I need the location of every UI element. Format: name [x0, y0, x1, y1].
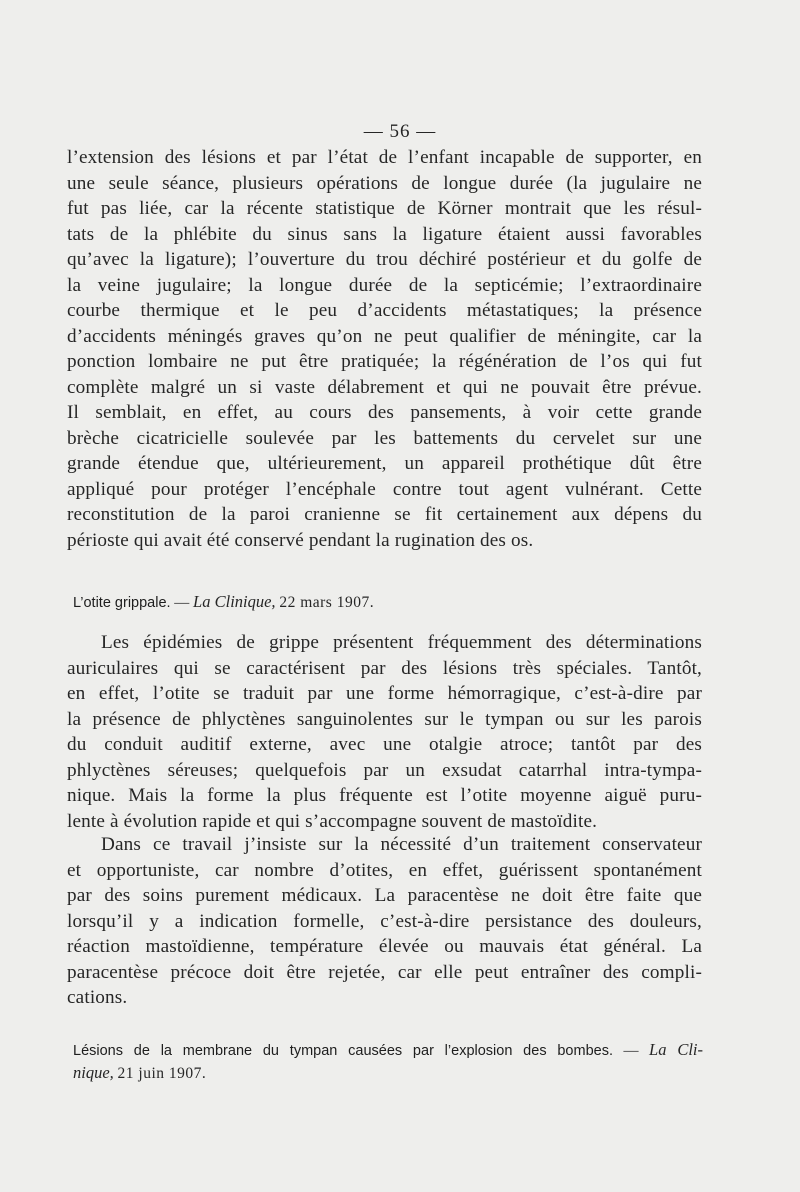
- heading-dash: —: [623, 1043, 639, 1059]
- text-line: tats de la phlébite du sinus sans la ligature étaient aussi favorables: [67, 223, 702, 245]
- text-line: une seule séance, plusieurs opérations de longue durée (la jugulaire ne: [67, 172, 702, 194]
- text-line: lente à évolution rapide et qui s’accompagne souvent de mastoïdite.: [67, 810, 598, 832]
- text-line: la présence de phlyctènes sanguinolentes sur le tympan ou sur les parois: [67, 708, 702, 730]
- text-line: appliqué pour protéger l’encéphale contre tout agent vulnérant. Cette: [67, 478, 702, 500]
- text-line: en effet, l’otite se traduit par une forme hémorragique, c’est-à-dire par: [67, 683, 702, 704]
- text-line: nique. Mais la forme la plus fréquente est l’otite moyenne aiguë puru-: [67, 785, 702, 806]
- heading-dash: —: [174, 595, 190, 611]
- text-line: paracentèse précoce doit être rejetée, car elle peut entraîner des compli-: [67, 961, 702, 983]
- journal-name-part-2: nique,: [73, 1063, 114, 1082]
- paragraph-grippe-epidemics: [67, 630, 702, 834]
- text-line: et opportuniste, car nombre d’otites, en effet, guérissent spontanément: [67, 859, 702, 881]
- section-title: L’otite grippale.: [73, 595, 171, 611]
- text-line: qu’avec la ligature); l’ouverture du trou déchiré postérieur et du golfe de: [67, 249, 702, 270]
- heading-line-1: [73, 1038, 703, 1061]
- journal-name: La Clinique,: [193, 592, 276, 611]
- text-line: Les épidémies de grippe présentent fréquemment des déterminations: [101, 632, 702, 653]
- text-line: ponction lombaire ne put être pratiquée; la régénération de l’os qui fut: [67, 351, 702, 372]
- text-line: par des soins purement médicaux. La paracentèse ne doit être faite que: [67, 885, 702, 906]
- text-line: du conduit auditif externe, avec une otalgie atroce; tantôt par des: [67, 734, 702, 755]
- text-line: lorsqu’il y a indication formelle, c’est-à-dire persistance des douleurs,: [67, 910, 702, 932]
- text-line: Il semblait, en effet, au cours des pansements, à voir cette grande: [67, 402, 702, 423]
- text-line: l’extension des lésions et par l’état de l’enfant incapable de supporter, en: [67, 147, 702, 168]
- text-line: cations.: [67, 987, 128, 1008]
- paragraph-treatment: [67, 832, 702, 1011]
- text-line: brèche cicatricielle soulevée par les battements du cervelet sur une: [67, 427, 702, 449]
- publication-date: 22 mars 1907.: [279, 594, 375, 611]
- text-line: la veine jugulaire; la longue durée de la septicémie; l’extraordinaire: [67, 274, 702, 296]
- journal-name-part-1: La Cli-: [649, 1040, 704, 1059]
- text-line: fut pas liée, car la récente statistique de Körner montrait que les résul-: [67, 198, 702, 219]
- text-line: périoste qui avait été conservé pendant la rugination des os.: [67, 529, 534, 551]
- publication-date: 21 juin 1907.: [117, 1065, 207, 1082]
- section-heading-otite-grippale: [73, 592, 374, 612]
- text-line: d’accidents méningés graves qu’on ne peut qualifier de méningite, car la: [67, 325, 702, 347]
- text-line: réaction mastoïdienne, température élevée ou mauvais état général. La: [67, 936, 702, 957]
- text-line: Dans ce travail j’insiste sur la nécessité d’un traitement conservateur: [101, 834, 702, 855]
- paragraph-continuation: [67, 145, 702, 553]
- text-line: reconstitution de la paroi cranienne se fit certainement aux dépens du: [67, 504, 702, 525]
- heading-line-2: [73, 1061, 703, 1084]
- text-line: courbe thermique et le peu d’accidents métastatiques; la présence: [67, 300, 702, 321]
- text-line: phlyctènes séreuses; quelquefois par un exsudat catarrhal intra-tympa-: [67, 759, 702, 781]
- text-line: complète malgré un si vaste délabrement et qui ne pouvait être prévue.: [67, 376, 702, 398]
- text-line: grande étendue que, ultérieurement, un appareil prothétique dût être: [67, 453, 702, 474]
- section-title: Lésions de la membrane du tympan causées par l’explosion des bombes.: [73, 1043, 613, 1059]
- section-heading-lesions-tympan: [73, 1038, 703, 1084]
- text-line: auriculaires qui se caractérisent par des lésions très spéciales. Tantôt,: [67, 657, 702, 679]
- page-number: — 56 —: [363, 121, 437, 142]
